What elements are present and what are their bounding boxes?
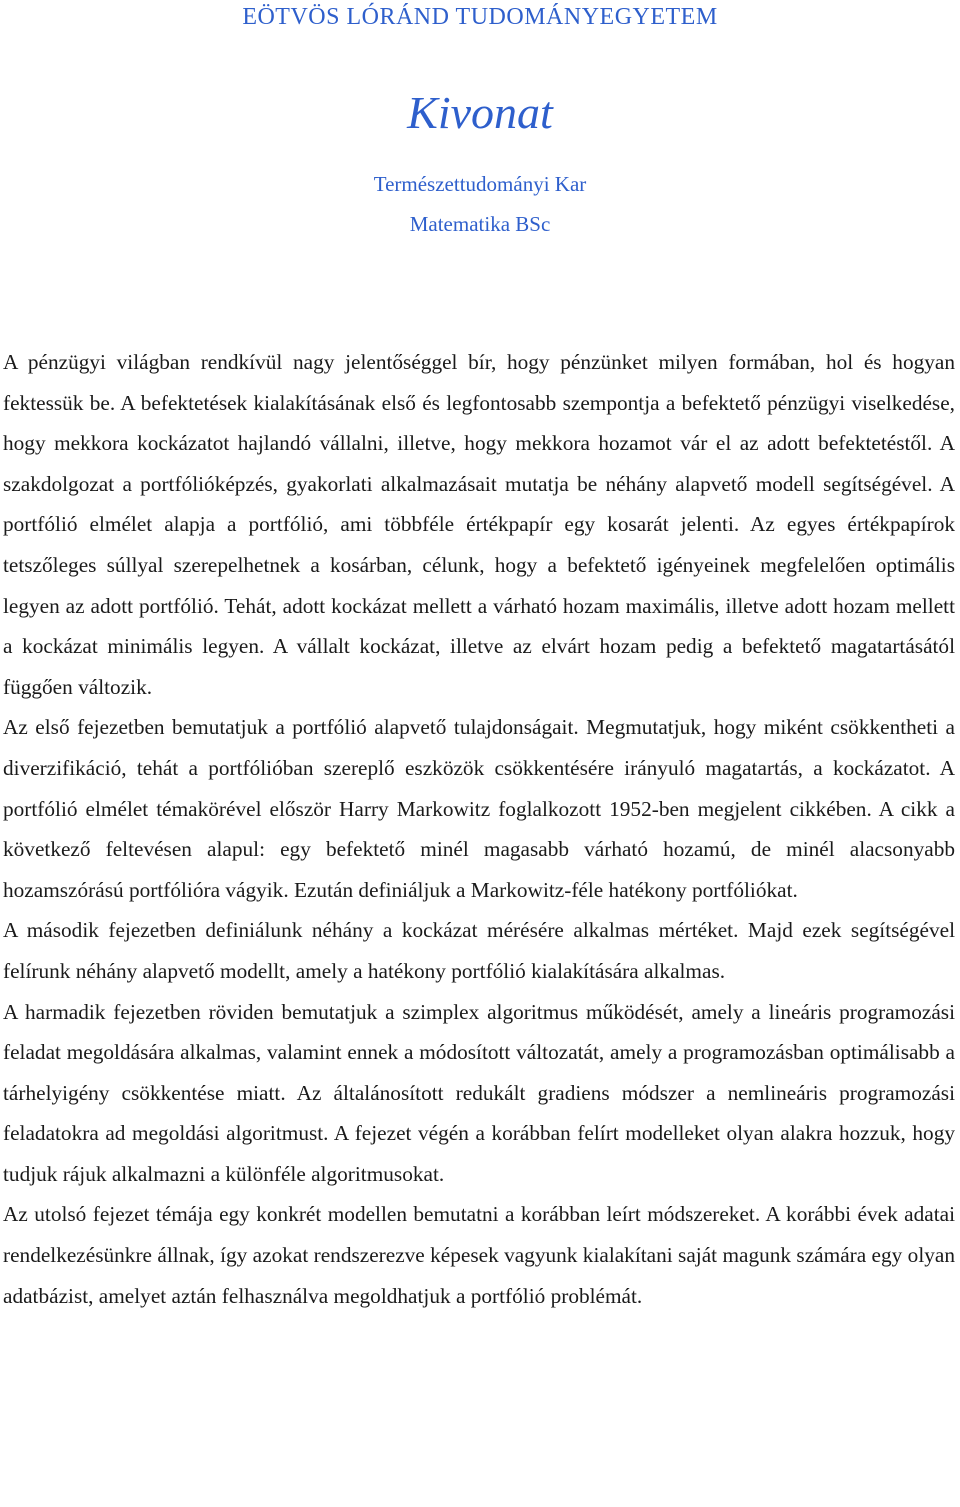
faculty-name: Természettudományi Kar: [373, 172, 587, 196]
university-name: EÖTVÖS LÓRÁND TUDOMÁNYEGYETEM: [242, 4, 718, 30]
paragraph-chapter-2: A második fejezetben definiálunk néhány a kockázat mérésére alkalmas mértéket. Majd ezek segítségével felírunk néhány alapvető modellt, amely a hatékony portfólió kialakítására alkalmas.: [3, 918, 955, 983]
paragraph-final-chapter: Az utolsó fejezet témája egy konkrét modellen bemutatni a korábban leírt módszereket. A korábbi évek adatai rendelkezésünkre állnak, így azokat rendszerezve képesek vagyunk kialakítani saját magunk számára egy olyan adatbázist, amelyet aztán felhasználva megoldhatjuk a portfólió problémát.: [3, 1202, 955, 1308]
program-name: Matematika BSc: [409, 212, 551, 236]
paragraph-intro: A pénzügyi világban rendkívül nagy jelentőséggel bír, hogy pénzünket milyen formában, hol és hogyan fektessük be. A befektetések kialakításának első és legfontosabb szempontja a befektető pénzügyi viselkedése, hogy mekkora kockázatot hajlandó vállalni, illetve, hogy mekkora hozamot vár el az adott befektetéstől. A szakdolgozat a portfólióképzés, gyakorlati alkalmazásait mutatja be néhány alapvető modell segítségével. A portfólió elmélet alapja a portfólió, ami többféle értékpapír egy kosarát jelenti. Az egyes értékpapírok tetszőleges súllyal szerepelhetnek a kosárban, célunk, hogy a befektető igényeinek megfelelően optimális legyen az adott portfólió. Tehát, adott kockázat mellett a várható hozam maximális, illetve adott hozam mellett a kockázat minimális legyen. A vállalt kockázat, illetve az elvárt hozam pedig a befektető magatartásától függően változik.: [3, 350, 955, 699]
paragraph-chapter-1: Az első fejezetben bemutatjuk a portfólió alapvető tulajdonságait. Megmutatjuk, hogy miként csökkentheti a diverzifikáció, tehát a portfólióban szereplő eszközök csökkentésére irányuló magatartás, a kockázatot. A portfólió elmélet témakörével először Harry Markowitz foglalkozott 1952-ben megjelent cikkében. A cikk a következő feltevésen alapul: egy befektető minél magasabb várható hozamú, de minél alacsonyabb hozamszórású portfólióra vágyik. Ezután definiáljuk a Markowitz-féle hatékony portfóliókat.: [3, 715, 955, 902]
document-title: Kivonat: [407, 87, 553, 138]
paragraph-chapter-3: A harmadik fejezetben röviden bemutatjuk a szimplex algoritmus működését, amely a lineáris programozási feladat megoldására alkalmas, valamint ennek a módosított változatát, amely a programozásban optimálisabb a tárhelyigény csökkentése miatt. Az általánosított redukált gradiens módszer a nemlineáris programozási feladatokra ad megoldási algoritmust. A fejezet végén a korábban felírt modelleket olyan alakra hozzuk, hogy tudjuk rájuk alkalmazni a különféle algoritmusokat.: [3, 999, 955, 1186]
abstract-body: [3, 342, 955, 1316]
